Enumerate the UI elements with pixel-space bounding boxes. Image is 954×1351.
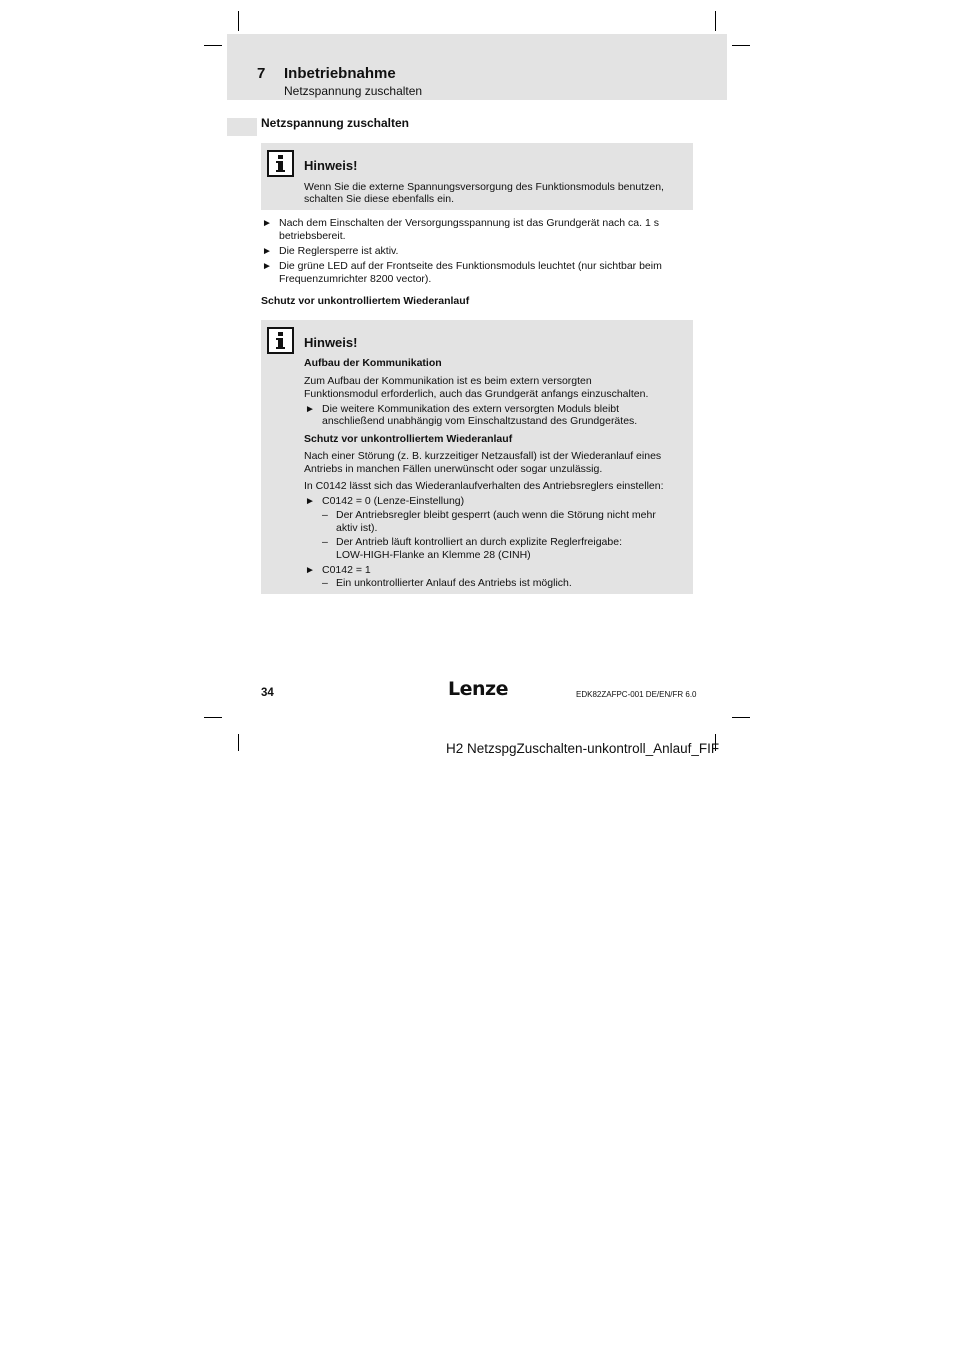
crop-mark [715,11,716,31]
note-heading: Aufbau der Kommunikation [304,357,442,369]
note-text: schalten Sie diese ebenfalls ein. [304,193,455,205]
note-text: anschließend unabhängig vom Einschaltzustand des Grundgerätes. [322,415,638,427]
crop-mark [732,45,750,46]
crop-mark [732,717,750,718]
chapter-number: 7 [257,65,266,82]
bullet-marker: ► [262,218,272,229]
note-text: Die weitere Kommunikation des extern versorgten Moduls bleibt [322,403,620,415]
dash-marker: – [322,509,328,521]
crop-mark [238,734,239,751]
bullet-text: Frequenzumrichter 8200 vector). [279,273,432,285]
subsection-title: Schutz vor unkontrolliertem Wiederanlauf [261,295,470,307]
note-text: Ein unkontrollierter Anlauf des Antriebs ist möglich. [336,577,572,589]
info-icon [267,150,294,177]
note-text: C0142 = 0 (Lenze-Einstellung) [322,495,465,507]
note-box-2 [261,320,693,594]
bullet-marker: ► [305,565,315,576]
chapter-title: Inbetriebnahme [284,65,396,82]
note-text: C0142 = 1 [322,564,371,576]
note-text: Antriebs in manchen Fällen unerwünscht oder sogar unzulässig. [304,463,603,475]
dash-marker: – [322,577,328,589]
note-text: Der Antriebsregler bleibt gesperrt (auch wenn die Störung nicht mehr [336,509,656,521]
dash-marker: – [322,536,328,548]
note-text: aktiv ist). [336,522,378,534]
bullet-text: Die grüne LED auf der Frontseite des Funktionsmoduls leuchtet (nur sichtbar beim [279,260,662,272]
note-title: Hinweis! [304,335,358,350]
file-name: H2 NetzspgZuschalten-unkontroll_Anlauf_FIF [446,741,720,756]
crop-mark [204,45,222,46]
note-box-1 [261,143,693,210]
note-text: Wenn Sie die externe Spannungsversorgung des Funktionsmoduls benutzen, [304,181,664,193]
bullet-text: Die Reglersperre ist aktiv. [279,245,399,257]
crop-mark [238,11,239,31]
lenze-logo: Lenze [448,678,508,700]
note-text: LOW-HIGH-Flanke an Klemme 28 (CINH) [336,549,531,561]
note-title: Hinweis! [304,158,358,173]
bullet-marker: ► [262,261,272,272]
note-text: Zum Aufbau der Kommunikation ist es beim extern versorgten [304,375,592,387]
bullet-text: Nach dem Einschalten der Versorgungsspannung ist das Grundgerät nach ca. 1 s [279,217,659,229]
note-text: Funktionsmodul erforderlich, auch das Grundgerät anfangs einzuschalten. [304,388,649,400]
note-text: In C0142 lässt sich das Wiederanlaufverhalten des Antriebsreglers einstellen: [304,480,664,492]
chapter-subtitle: Netzspannung zuschalten [284,84,423,98]
bullet-marker: ► [262,246,272,257]
bullet-marker: ► [305,404,315,415]
bullet-text: betriebsbereit. [279,230,346,242]
section-marker [227,118,257,136]
note-text: Der Antrieb läuft kontrolliert an durch explizite Reglerfreigabe: [336,536,622,548]
info-icon [267,327,294,354]
document-reference: EDK82ZAFPC-001 DE/EN/FR 6.0 [576,690,697,699]
page-number: 34 [261,687,274,699]
bullet-marker: ► [305,496,315,507]
section-title: Netzspannung zuschalten [261,116,410,130]
note-heading: Schutz vor unkontrolliertem Wiederanlauf [304,433,513,445]
note-text: Nach einer Störung (z. B. kurzzeitiger Netzausfall) ist der Wiederanlauf eines [304,450,662,462]
crop-mark [204,717,222,718]
